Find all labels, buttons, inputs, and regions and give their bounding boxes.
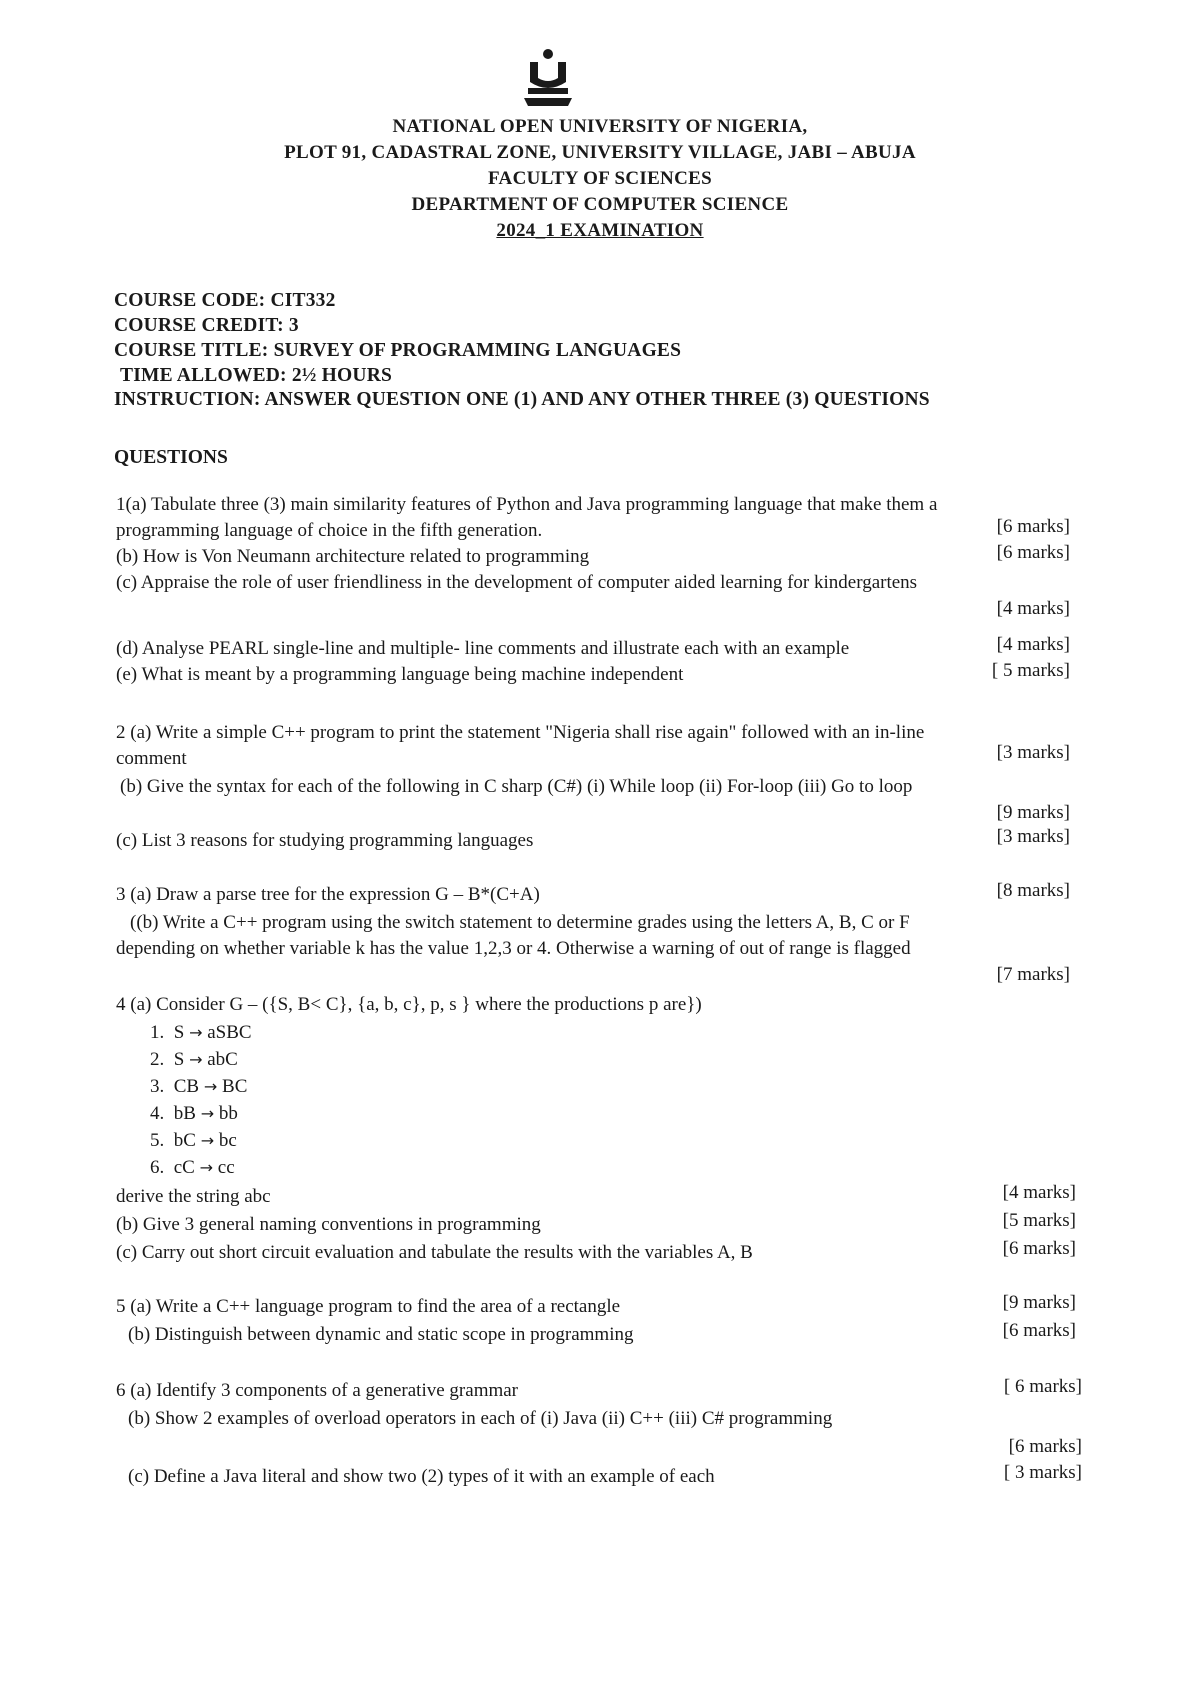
q5b-marks: [6 marks] — [1002, 1320, 1076, 1341]
production-number: 5. — [150, 1130, 165, 1151]
production-number: 1. — [150, 1022, 165, 1043]
production-item — [150, 1022, 252, 1044]
university-logo-icon — [516, 48, 580, 112]
q1a-line1: 1(a) Tabulate three (3) main similarity features of Python and Java programming language that make them a — [116, 494, 938, 515]
right-arrow-icon: → — [189, 1023, 203, 1042]
q6c: (c) Define a Java literal and show two (2) types of it with an example of each — [128, 1466, 715, 1487]
q1a-marks: [6 marks] — [996, 516, 1070, 537]
q1d: (d) Analyse PEARL single-line and multiple- line comments and illustrate each with an example — [116, 638, 850, 659]
q3b-marks: [7 marks] — [996, 964, 1070, 985]
q3b-line2: depending on whether variable k has the value 1,2,3 or 4. Otherwise a warning of out of range is flagged — [116, 938, 911, 959]
course-code: COURSE CODE: CIT332 — [114, 290, 336, 311]
production-rhs: bc — [218, 1130, 237, 1151]
q5a: 5 (a) Write a C++ language program to find the area of a rectangle — [116, 1296, 621, 1317]
q6a-marks: [ 6 marks] — [1003, 1376, 1082, 1397]
production-lhs: cC — [173, 1157, 195, 1178]
q6b: (b) Show 2 examples of overload operators in each of (i) Java (ii) C++ (iii) C# programming — [128, 1408, 833, 1429]
q1c: (c) Appraise the role of user friendliness in the development of computer aided learning for kindergartens — [116, 572, 918, 593]
production-rhs: aSBC — [207, 1022, 252, 1043]
exam-title: 2024_1 EXAMINATION — [496, 220, 704, 241]
q2b: (b) Give the syntax for each of the following in C sharp (C#) (i) While loop (ii) For-loop (iii) Go to loop — [120, 776, 913, 797]
right-arrow-icon: → — [199, 1158, 214, 1177]
faculty-name: FACULTY OF SCIENCES — [488, 168, 712, 189]
q4b-marks: [5 marks] — [1002, 1210, 1076, 1231]
right-arrow-icon: → — [203, 1077, 218, 1096]
right-arrow-icon: → — [200, 1104, 215, 1123]
q1b-marks: [6 marks] — [996, 542, 1070, 563]
production-lhs: CB — [173, 1076, 200, 1097]
questions-heading: QUESTIONS — [114, 447, 228, 468]
q1e-marks: [ 5 marks] — [991, 660, 1070, 681]
q6b-marks: [6 marks] — [1008, 1436, 1082, 1457]
q1c-marks: [4 marks] — [996, 598, 1070, 619]
q6a: 6 (a) Identify 3 components of a generative grammar — [116, 1380, 519, 1401]
production-number: 4. — [150, 1103, 165, 1124]
time-allowed: TIME ALLOWED: 2½ HOURS — [120, 365, 393, 386]
university-address: PLOT 91, CADASTRAL ZONE, UNIVERSITY VILLAGE, JABI – ABUJA — [284, 142, 916, 163]
right-arrow-icon: → — [189, 1050, 203, 1069]
right-arrow-icon: → — [200, 1131, 215, 1150]
q2a-marks: [3 marks] — [996, 742, 1070, 763]
production-item — [150, 1049, 238, 1071]
q2b-marks: [9 marks] — [996, 802, 1070, 823]
q4c: (c) Carry out short circuit evaluation and tabulate the results with the variables A, B — [116, 1242, 753, 1263]
q3a-marks: [8 marks] — [996, 880, 1070, 901]
production-rhs: BC — [222, 1076, 248, 1097]
q3b-line1: ((b) Write a C++ program using the switch statement to determine grades using the letters A, B, C or F — [130, 912, 910, 933]
production-number: 3. — [150, 1076, 165, 1097]
production-item — [150, 1076, 247, 1098]
production-lhs: S — [173, 1022, 185, 1043]
instruction: INSTRUCTION: ANSWER QUESTION ONE (1) AND ANY OTHER THREE (3) QUESTIONS — [114, 389, 930, 410]
course-credit: COURSE CREDIT: 3 — [114, 315, 299, 336]
production-rhs: abC — [207, 1049, 238, 1070]
q1e: (e) What is meant by a programming language being machine independent — [116, 664, 684, 685]
q5b: (b) Distinguish between dynamic and static scope in programming — [128, 1324, 634, 1345]
production-item — [150, 1130, 237, 1152]
q1a-line2: programming language of choice in the fifth generation. — [116, 520, 543, 541]
production-item — [150, 1103, 238, 1125]
q5a-marks: [9 marks] — [1002, 1292, 1076, 1313]
q4b: (b) Give 3 general naming conventions in programming — [116, 1214, 541, 1235]
q2c-marks: [3 marks] — [996, 826, 1070, 847]
q2c: (c) List 3 reasons for studying programming languages — [116, 830, 534, 851]
production-lhs: bC — [173, 1130, 196, 1151]
q4a: 4 (a) Consider G – ({S, B< C}, {a, b, c}, p, s } where the productions p are}) — [116, 994, 702, 1015]
q2a-line2: comment — [116, 748, 187, 769]
production-rhs: cc — [217, 1157, 235, 1178]
department-name: DEPARTMENT OF COMPUTER SCIENCE — [411, 194, 789, 215]
q4c-marks: [6 marks] — [1002, 1238, 1076, 1259]
q4a-derive: derive the string abc — [116, 1186, 271, 1207]
production-lhs: S — [173, 1049, 185, 1070]
university-name: NATIONAL OPEN UNIVERSITY OF NIGERIA, — [392, 116, 808, 137]
q4a-marks: [4 marks] — [1002, 1182, 1076, 1203]
q1d-marks: [4 marks] — [996, 634, 1070, 655]
course-title: COURSE TITLE: SURVEY OF PROGRAMMING LANGUAGES — [114, 340, 682, 361]
q6c-marks: [ 3 marks] — [1003, 1462, 1082, 1483]
q3a: 3 (a) Draw a parse tree for the expression G – B*(C+A) — [116, 884, 540, 905]
production-number: 6. — [150, 1157, 165, 1178]
q1b: (b) How is Von Neumann architecture related to programming — [116, 546, 590, 567]
production-rhs: bb — [218, 1103, 238, 1124]
production-number: 2. — [150, 1049, 165, 1070]
q2a-line1: 2 (a) Write a simple C++ program to print the statement "Nigeria shall rise again" followed with an in-line — [116, 722, 925, 743]
production-item — [150, 1157, 235, 1179]
production-lhs: bB — [173, 1103, 196, 1124]
